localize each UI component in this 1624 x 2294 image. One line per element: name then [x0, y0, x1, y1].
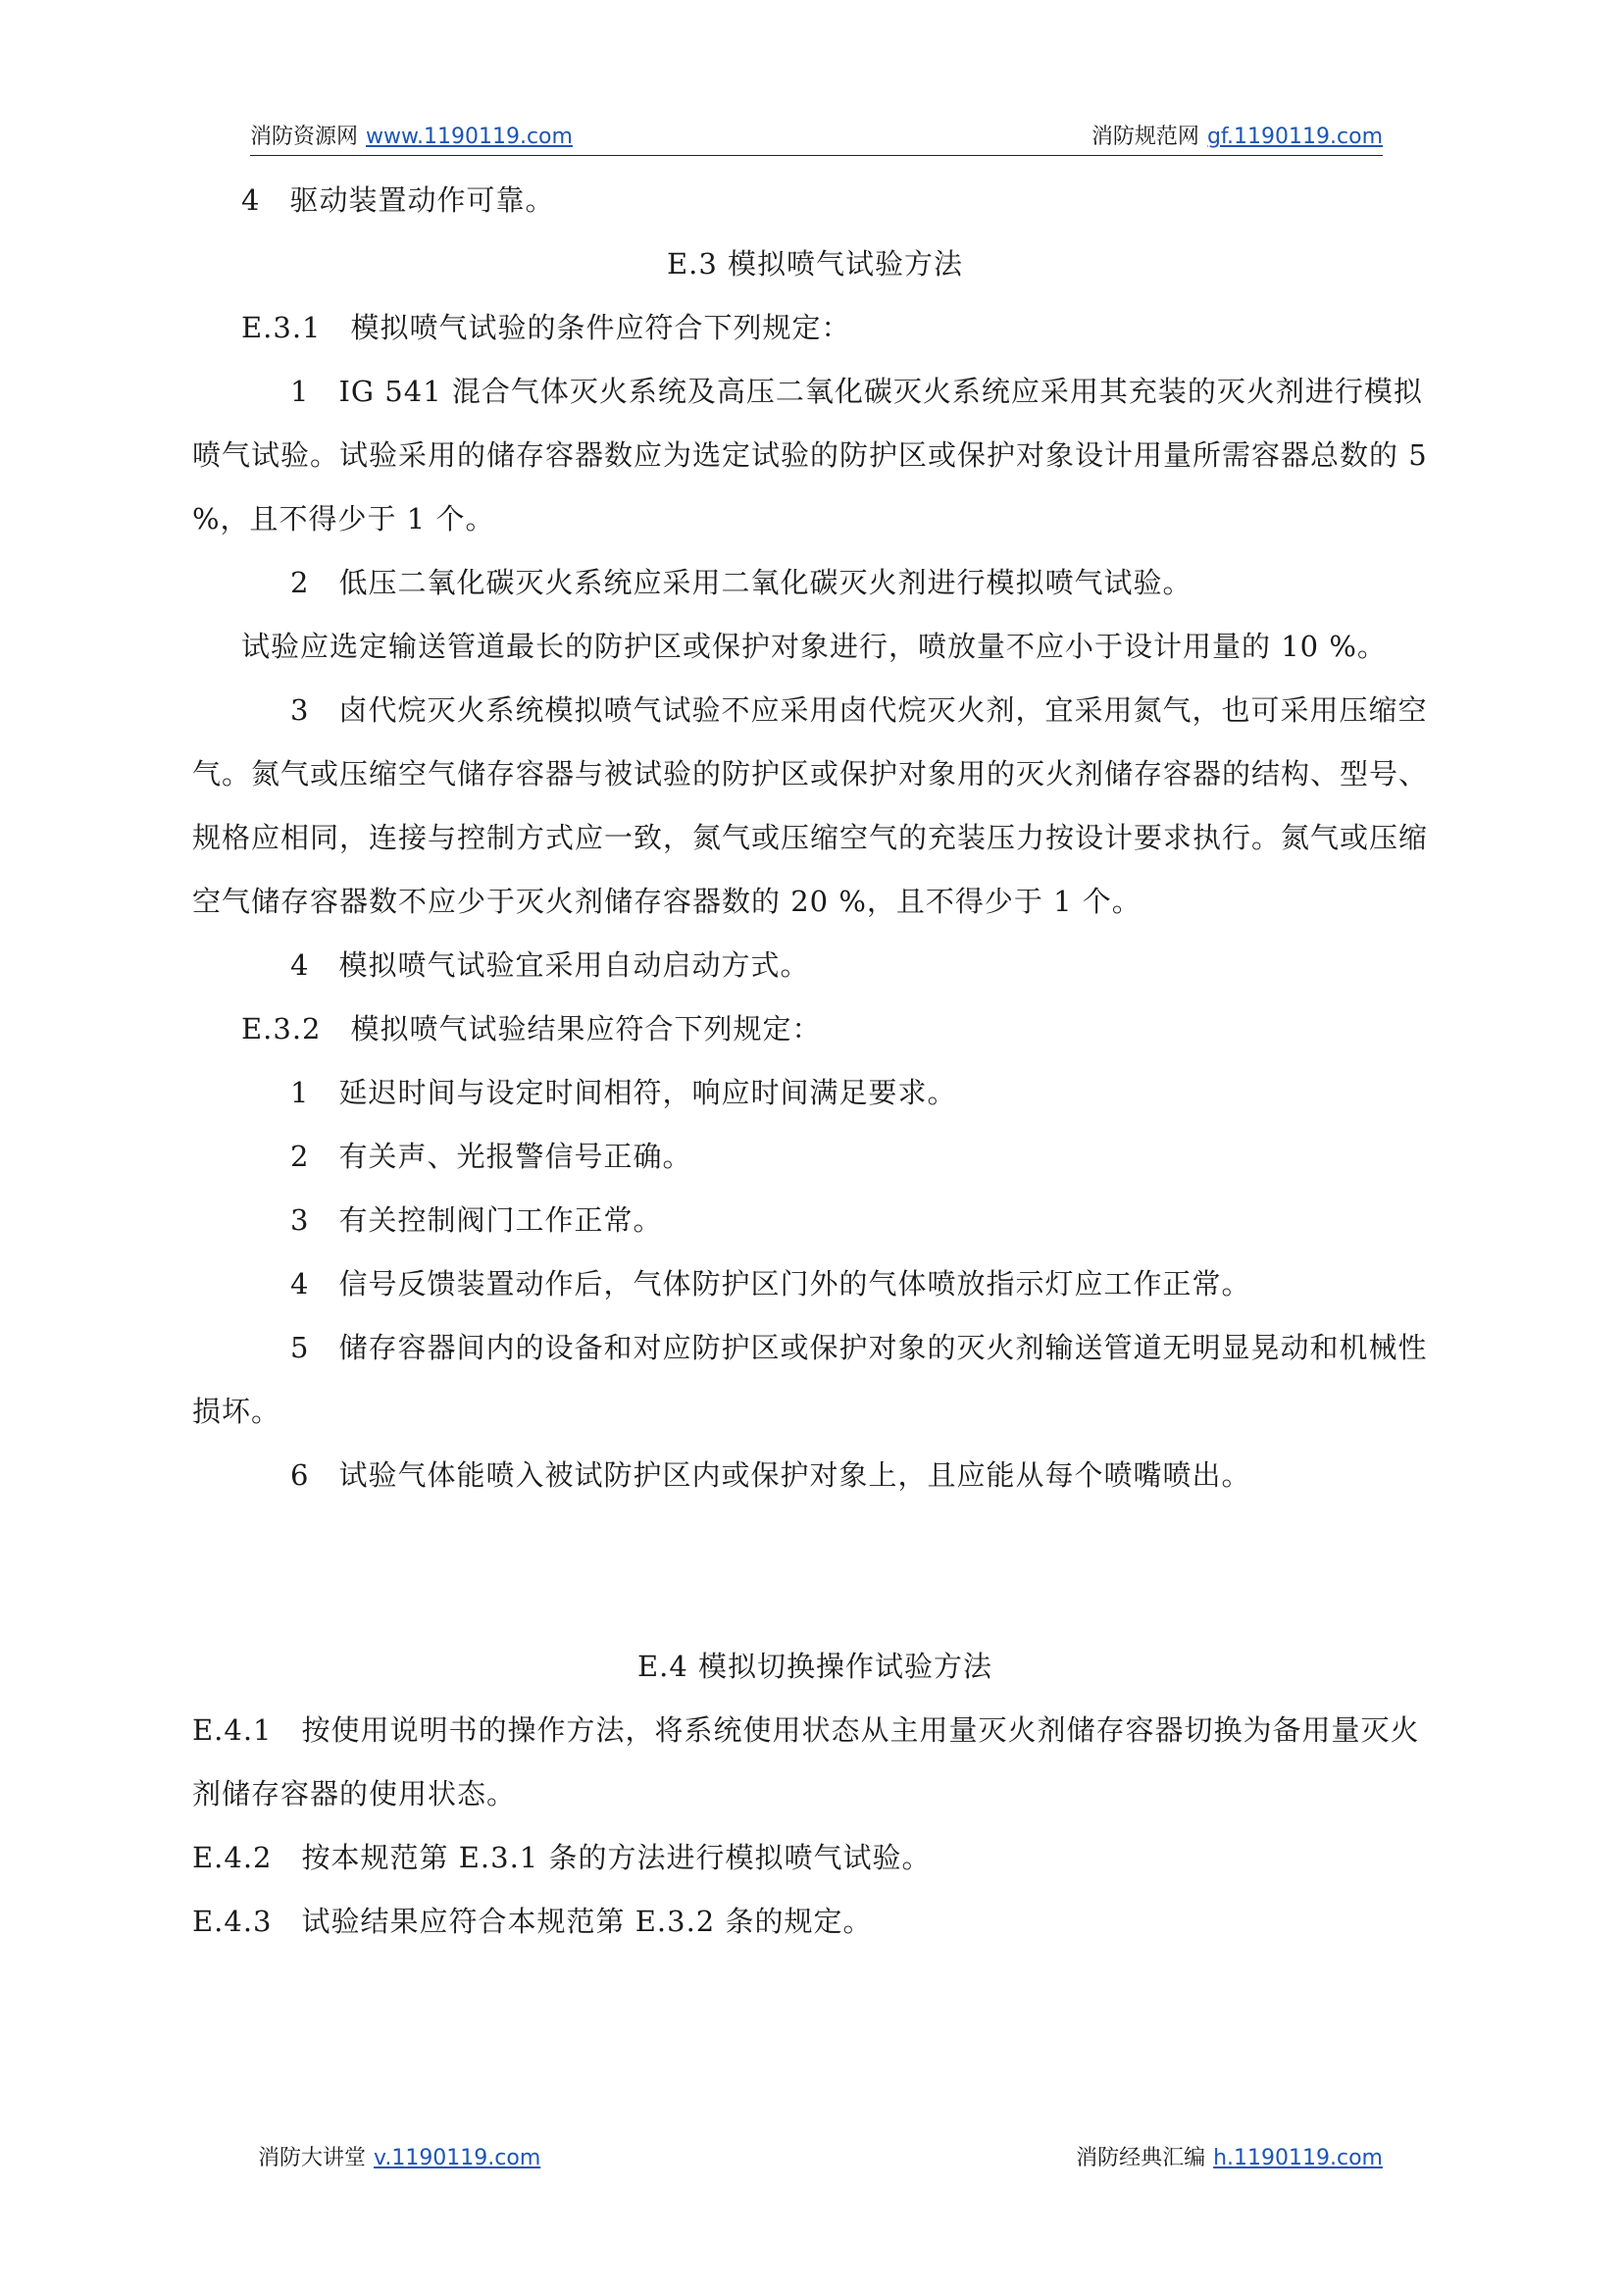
clause-e3-2-item-3: 3 有关控制阀门工作正常。	[290, 1203, 663, 1237]
clause-e3-1: E.3.1 模拟喷气试验的条件应符合下列规定：	[241, 311, 851, 344]
page-header	[250, 116, 1383, 156]
clause-e4-3: E.4.3 试验结果应符合本规范第 E.3.2 条的规定。	[192, 1905, 873, 1938]
section-title-e3: E.3 模拟喷气试验方法	[666, 247, 964, 280]
header-left-link[interactable]: www.1190119.com	[366, 125, 573, 149]
page-footer	[250, 2141, 1383, 2174]
clause-e3-2-item-6: 6 试验气体能喷入被试防护区内或保护对象上，且应能从每个喷嘴喷出。	[290, 1458, 1251, 1492]
footer-left-link[interactable]: v.1190119.com	[374, 2146, 541, 2170]
section-title-e4: E.4 模拟切换操作试验方法	[636, 1650, 993, 1683]
clause-e4-2: E.4.2 按本规范第 E.3.1 条的方法进行模拟喷气试验。	[192, 1841, 932, 1874]
document-body	[192, 169, 1438, 1954]
item-drive-device: 4 驱动装置动作可靠。	[241, 183, 555, 217]
clause-e3-2-item-2: 2 有关声、光报警信号正确。	[290, 1140, 692, 1173]
section-spacer	[192, 1507, 1438, 1635]
clause-e3-2-item-4: 4 信号反馈装置动作后，气体防护区门外的气体喷放指示灯应工作正常。	[290, 1267, 1251, 1300]
header-left-site: 消防资源网	[250, 125, 359, 149]
clause-e3-1-item-1: 1 IG 541 混合气体灭火系统及高压二氧化碳灭火系统应采用其充装的灭火剂进行模拟喷气试验。试验采用的储存容器数应为选定试验的防护区或保护对象设计用量所需容器总数的 5 %，且不得少于 1 个。	[192, 375, 1428, 535]
footer-left	[258, 2141, 540, 2171]
footer-right-link[interactable]: h.1190119.com	[1213, 2146, 1383, 2170]
clause-e3-1-item-2-cont: 试验应选定输送管道最长的防护区或保护对象进行，喷放量不应小于设计用量的 10 %。	[241, 630, 1387, 663]
footer-right-site: 消防经典汇编	[1076, 2146, 1206, 2170]
clause-e3-1-item-3: 3 卤代烷灭火系统模拟喷气试验不应采用卤代烷灭火剂，宜采用氮气，也可采用压缩空气。氮气或压缩空气储存容器与被试验的防护区或保护对象用的灭火剂储存容器的结构、型号、规格应相同，连接与控制方式应一致，氮气或压缩空气的充装压力按设计要求执行。氮气或压缩空气储存容器数不应少于灭火剂储存容器数的 20 %，且不得少于 1 个。	[192, 693, 1429, 918]
header-right-site: 消防规范网	[1091, 125, 1199, 149]
clause-e3-1-item-4: 4 模拟喷气试验宜采用自动启动方式。	[290, 948, 810, 982]
clause-e3-2-item-1: 1 延迟时间与设定时间相符，响应时间满足要求。	[290, 1076, 957, 1109]
clause-e3-1-item-2: 2 低压二氧化碳灭火系统应采用二氧化碳灭火剂进行模拟喷气试验。	[290, 566, 1193, 599]
clause-e4-1: E.4.1 按使用说明书的操作方法，将系统使用状态从主用量灭火剂储存容器切换为备用量灭火剂储存容器的使用状态。	[192, 1713, 1420, 1810]
header-right	[1091, 120, 1383, 150]
header-right-link[interactable]: gf.1190119.com	[1206, 125, 1383, 149]
clause-e3-2: E.3.2 模拟喷气试验结果应符合下列规定：	[241, 1012, 822, 1045]
footer-right	[1076, 2141, 1383, 2171]
clause-e3-2-item-5: 5 储存容器间内的设备和对应防护区或保护对象的灭火剂输送管道无明显晃动和机械性损坏。	[192, 1331, 1428, 1428]
header-left	[250, 120, 573, 150]
footer-left-site: 消防大讲堂	[258, 2146, 367, 2170]
